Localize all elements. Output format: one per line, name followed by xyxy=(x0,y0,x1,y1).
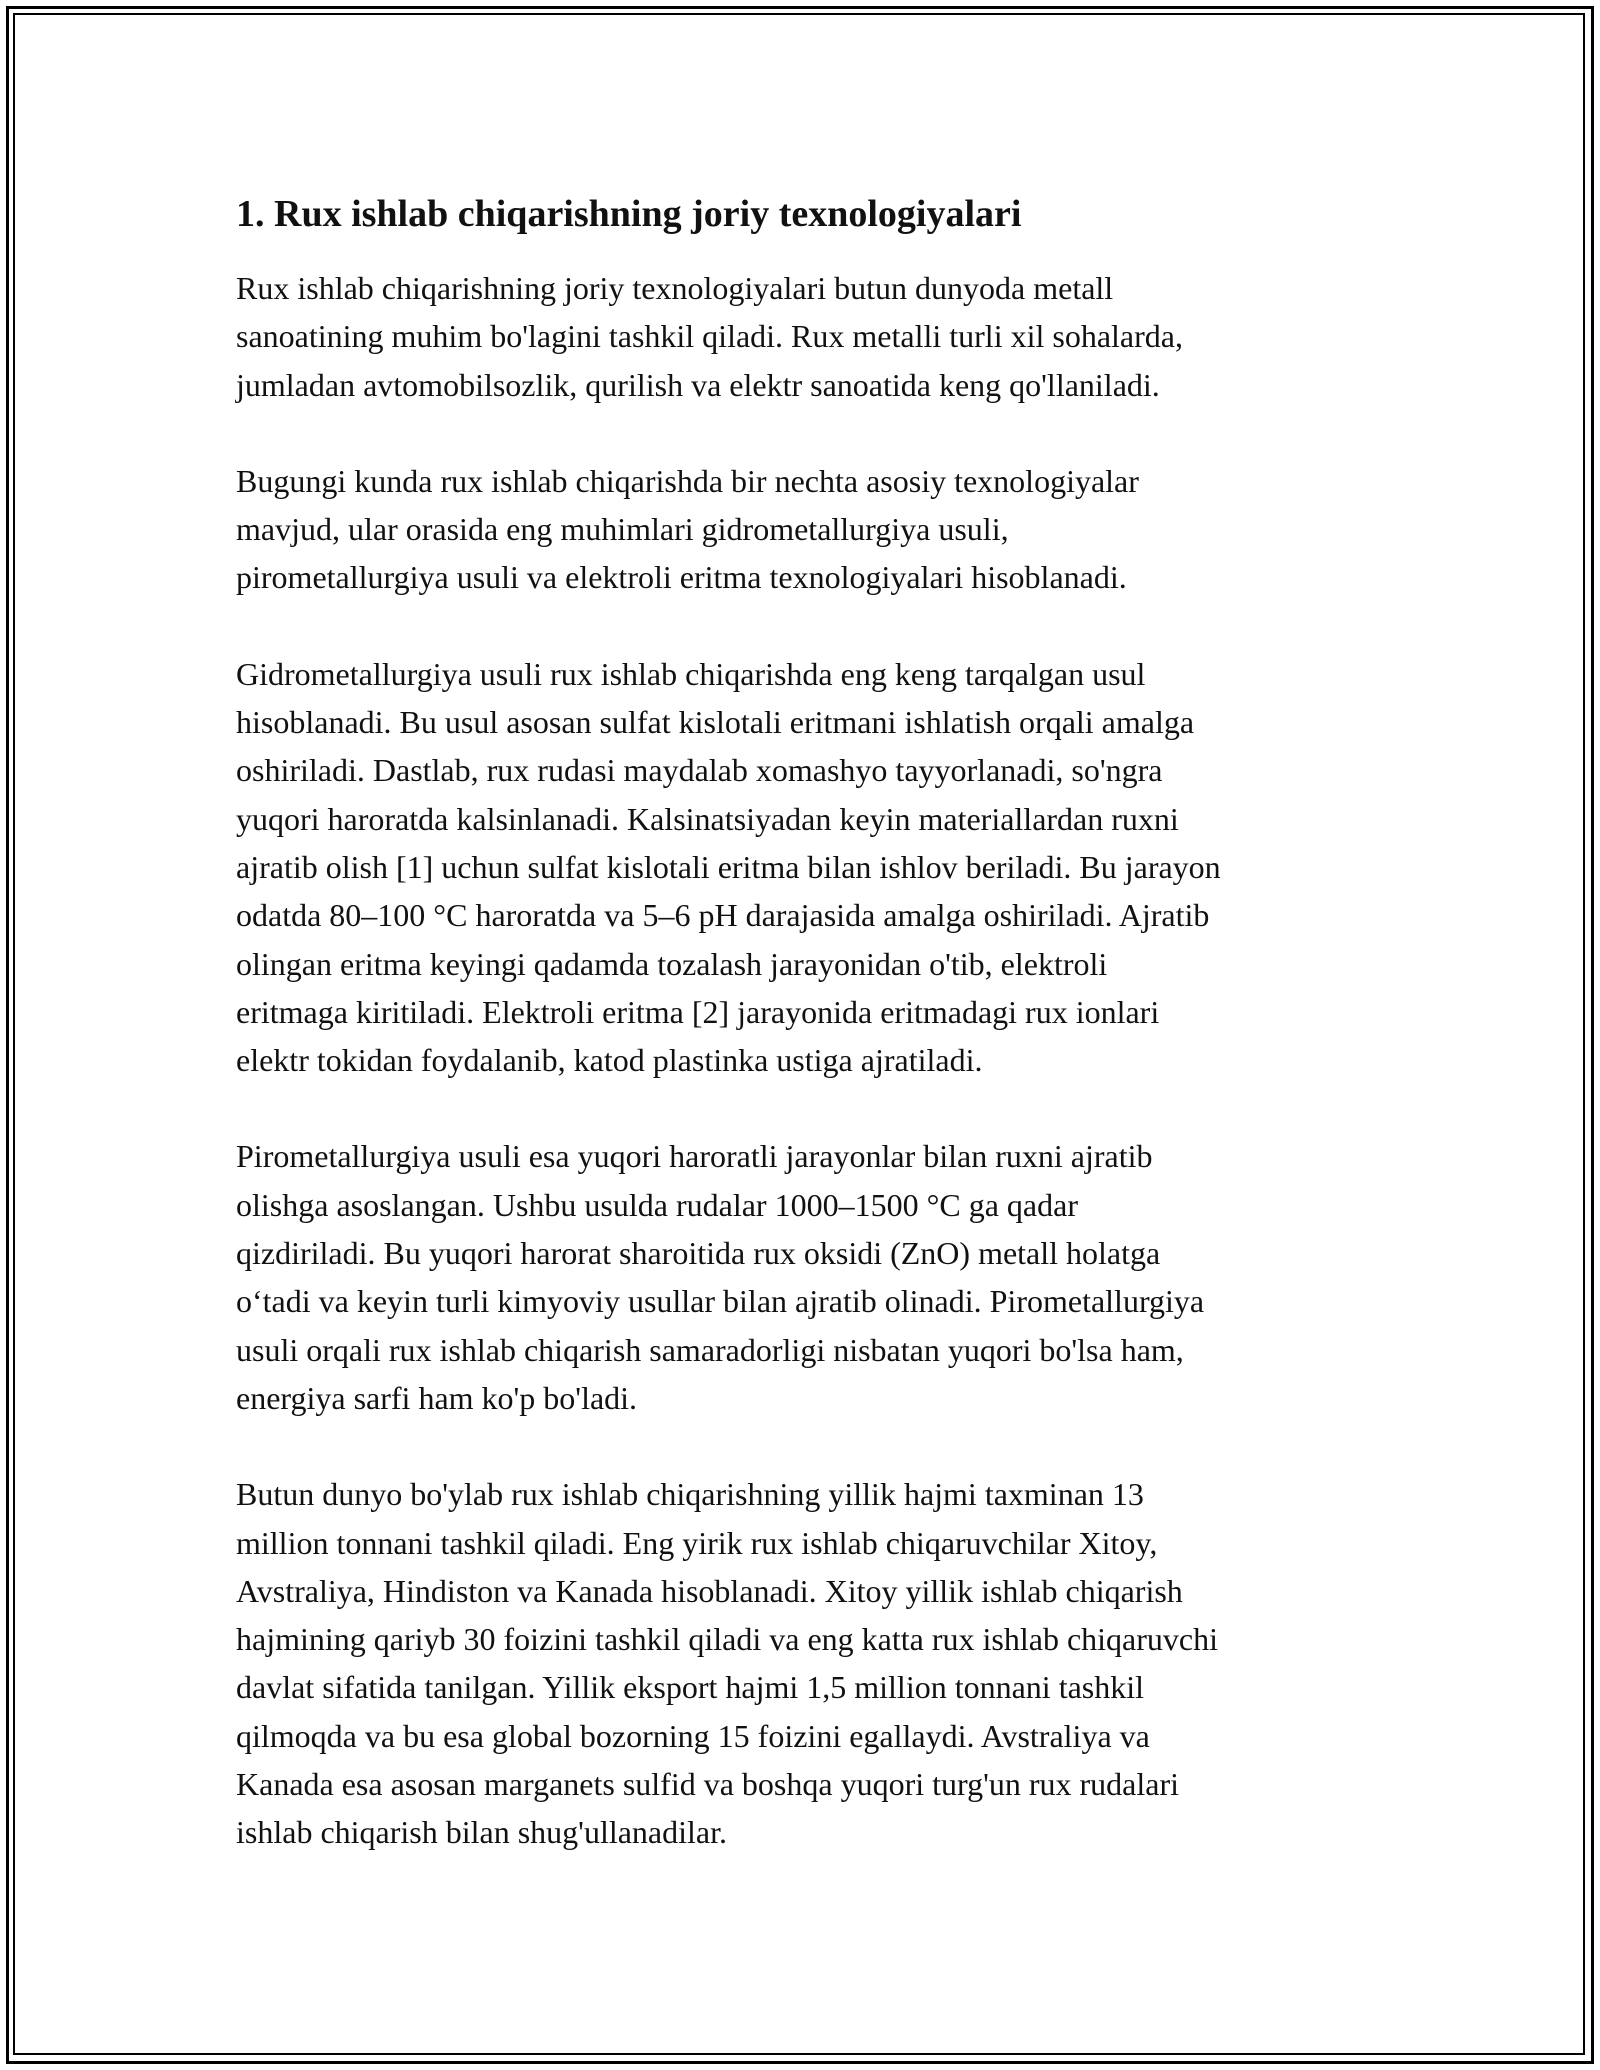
paragraph-technologies: Bugungi kunda rux ishlab chiqarishda bir nechta asosiy texnologiyalar mavjud, ular orasida eng muhimlari gidrometallurgiya usuli, pirometallurgiya usuli va elektroli eritma texnologiyalari hisoblanadi. xyxy=(236,462,1139,596)
document-body xyxy=(236,188,1376,1905)
paragraph-hydrometallurgy: Gidrometallurgiya usuli rux ishlab chiqarishda eng keng tarqalgan usul hisoblanadi. Bu usul asosan sulfat kislotali eritmani ishlatish orqali amalga oshiriladi. Dastlab, rux rudasi maydalab xomashyo tayyorlanadi, so'ngra yuqori haroratda kalsinlanadi. Kalsinatsiyadan keyin materiallardan ruxni ajratib olish [1] uchun sulfat kislotali eritma bilan ishlov beriladi. Bu jarayon odatda 80–100 °C haroratda va 5–6 pH darajasida amalga oshiriladi. Ajratib olingan eritma keyingi qadamda tozalash jarayonidan o'tib, elektroli eritmaga kiritiladi. Elektroli eritma [2] jarayonida eritmadagi rux ionlari elektr tokidan foydalanib, katod plastinka ustiga ajratiladi. xyxy=(236,655,1221,1079)
paragraph-world-production: Butun dunyo bo'ylab rux ishlab chiqarishning yillik hajmi taxminan 13 million tonnani tashkil qiladi. Eng yirik rux ishlab chiqaruvchilar Xitoy, Avstraliya, Hindiston va Kanada hisoblanadi. Xitoy yillik ishlab chiqarish hajmining qariyb 30 foizini tashkil qiladi va eng katta rux ishlab chiqaruvchi davlat sifatida tanilgan. Yillik eksport hajmi 1,5 million tonnani tashkil qilmoqda va bu esa global bozorning 15 foizini egallaydi. Avstraliya va Kanada esa asosan marganets sulfid va boshqa yuqori turg'un rux rudalari ishlab chiqarish bilan shug'ullanadilar. xyxy=(236,1476,1218,1851)
paragraph-intro: Rux ishlab chiqarishning joriy texnologiyalari butun dunyoda metall sanoatining muhim bo'lagini tashkil qiladi. Rux metalli turli xil sohalarda, jumladan avtomobilsozlik, qurilish va elektr sanoatida keng qo'llaniladi. xyxy=(236,270,1183,403)
section-heading: 1. Rux ishlab chiqarishning joriy texnologiyalari xyxy=(236,193,1022,235)
paragraph-pyrometallurgy: Pirometallurgiya usuli esa yuqori haroratli jarayonlar bilan ruxni ajratib olishga asoslangan. Ushbu usulda rudalar 1000–1500 °C ga qadar qizdiriladi. Bu yuqori harorat sharoitida rux oksidi (ZnO) metall holatga o‘tadi va keyin turli kimyoviy usullar bilan ajratib olinadi. Pirometallurgiya usuli orqali rux ishlab chiqarish samaradorligi nisbatan yuqori bo'lsa ham, energiya sarfi ham ko'p bo'ladi. xyxy=(236,1138,1205,1416)
